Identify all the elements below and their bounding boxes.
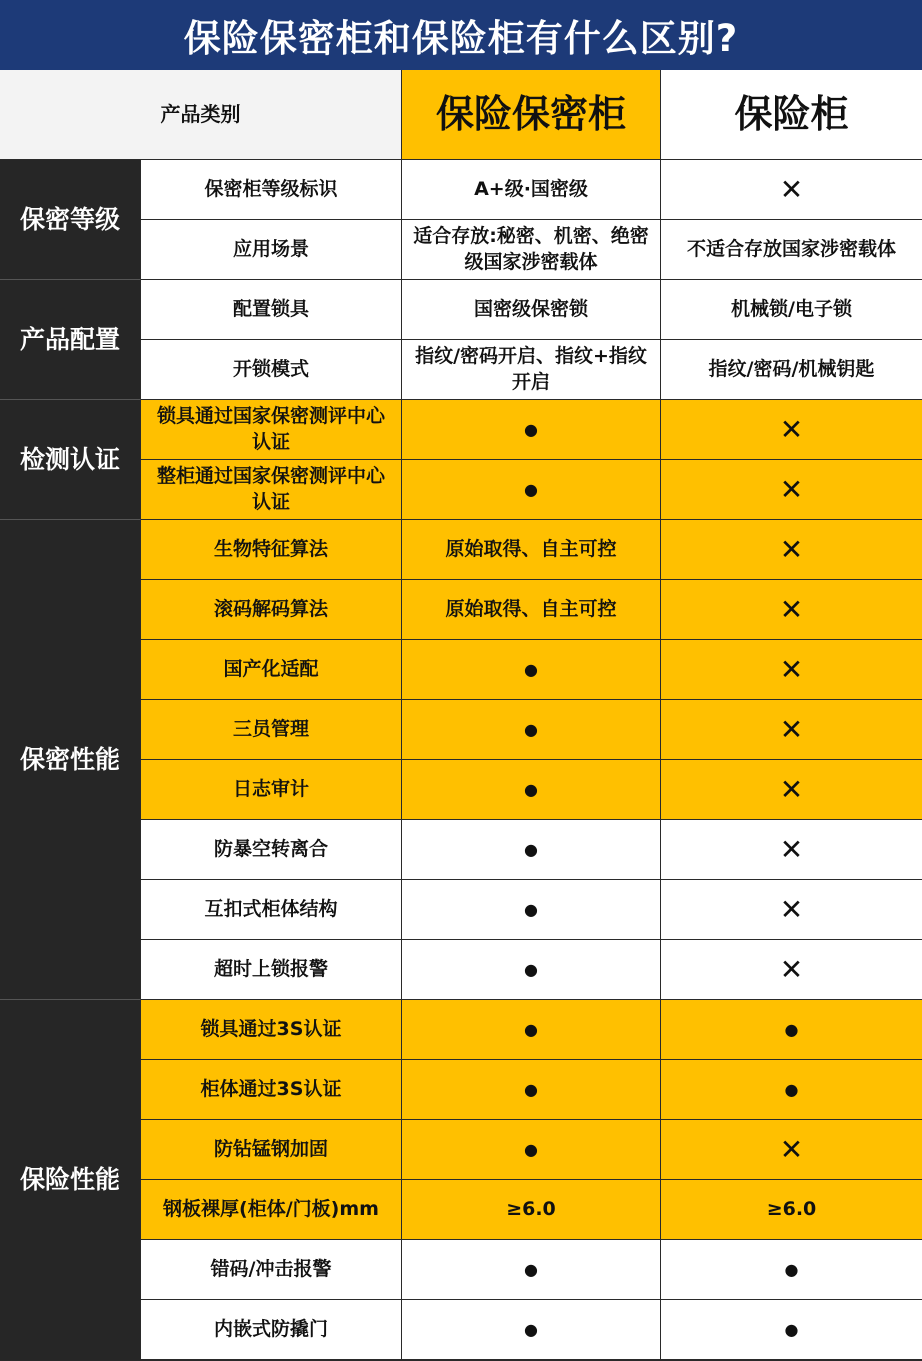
feature-label: 内嵌式防撬门 xyxy=(141,1300,402,1360)
category-safety-performance: 保险性能 xyxy=(0,1000,141,1360)
product-a-value: ● xyxy=(402,1240,661,1300)
product-a-value: ● xyxy=(402,400,661,460)
product-b-value: ✕ xyxy=(661,700,922,760)
product-b-value: ● xyxy=(661,1240,922,1300)
product-b-value: ✕ xyxy=(661,400,922,460)
product-b-value: ✕ xyxy=(661,160,922,220)
category-configuration: 产品配置 xyxy=(0,280,141,400)
category-secrecy-performance: 保密性能 xyxy=(0,520,141,1000)
feature-label: 防暴空转离合 xyxy=(141,820,402,880)
feature-label: 配置锁具 xyxy=(141,280,402,340)
product-a-value: 指纹/密码开启、指纹+指纹开启 xyxy=(402,340,661,400)
product-a-value: ● xyxy=(402,820,661,880)
product-a-value: A+级·国密级 xyxy=(402,160,661,220)
product-b-value: ✕ xyxy=(661,940,922,1000)
feature-label: 超时上锁报警 xyxy=(141,940,402,1000)
product-b-value: ✕ xyxy=(661,520,922,580)
header-category-label: 产品类别 xyxy=(0,70,402,160)
feature-label: 三员管理 xyxy=(141,700,402,760)
product-a-value: ● xyxy=(402,640,661,700)
feature-label: 应用场景 xyxy=(141,220,402,280)
product-b-value: ✕ xyxy=(661,1120,922,1180)
product-b-value: ✕ xyxy=(661,880,922,940)
product-a-value: ● xyxy=(402,1000,661,1060)
product-a-value: ● xyxy=(402,460,661,520)
product-b-value: ✕ xyxy=(661,760,922,820)
product-a-value: 原始取得、自主可控 xyxy=(402,520,661,580)
feature-label: 保密柜等级标识 xyxy=(141,160,402,220)
product-b-value: ✕ xyxy=(661,580,922,640)
product-a-value: ● xyxy=(402,940,661,1000)
feature-label: 柜体通过3S认证 xyxy=(141,1060,402,1120)
product-b-value: ✕ xyxy=(661,820,922,880)
feature-label: 防钻锰钢加固 xyxy=(141,1120,402,1180)
category-certification: 检测认证 xyxy=(0,400,141,520)
product-b-value: ✕ xyxy=(661,640,922,700)
product-a-value: ● xyxy=(402,1300,661,1360)
feature-label: 滚码解码算法 xyxy=(141,580,402,640)
feature-label: 整柜通过国家保密测评中心认证 xyxy=(141,460,402,520)
product-b-value: ≥6.0 xyxy=(661,1180,922,1240)
feature-label: 开锁模式 xyxy=(141,340,402,400)
feature-label: 锁具通过国家保密测评中心认证 xyxy=(141,400,402,460)
product-a-value: ≥6.0 xyxy=(402,1180,661,1240)
product-b-value: ● xyxy=(661,1000,922,1060)
header-product-b: 保险柜 xyxy=(661,70,922,160)
product-a-value: ● xyxy=(402,1120,661,1180)
category-secrecy-level: 保密等级 xyxy=(0,160,141,280)
product-a-value: ● xyxy=(402,700,661,760)
product-a-value: ● xyxy=(402,1060,661,1120)
product-a-value: 原始取得、自主可控 xyxy=(402,580,661,640)
feature-label: 锁具通过3S认证 xyxy=(141,1000,402,1060)
product-b-value: 机械锁/电子锁 xyxy=(661,280,922,340)
comparison-table xyxy=(0,70,922,1361)
product-b-value: 指纹/密码/机械钥匙 xyxy=(661,340,922,400)
feature-label: 互扣式柜体结构 xyxy=(141,880,402,940)
header-product-a: 保险保密柜 xyxy=(402,70,661,160)
product-b-value: 不适合存放国家涉密载体 xyxy=(661,220,922,280)
feature-label: 钢板裸厚(柜体/门板)mm xyxy=(141,1180,402,1240)
feature-label: 生物特征算法 xyxy=(141,520,402,580)
feature-label: 错码/冲击报警 xyxy=(141,1240,402,1300)
feature-label: 国产化适配 xyxy=(141,640,402,700)
page-title: 保险保密柜和保险柜有什么区别? xyxy=(0,0,922,70)
product-a-value: 适合存放:秘密、机密、绝密级国家涉密载体 xyxy=(402,220,661,280)
product-a-value: ● xyxy=(402,880,661,940)
product-b-value: ● xyxy=(661,1060,922,1120)
product-a-value: ● xyxy=(402,760,661,820)
product-b-value: ✕ xyxy=(661,460,922,520)
product-b-value: ● xyxy=(661,1300,922,1360)
feature-label: 日志审计 xyxy=(141,760,402,820)
product-a-value: 国密级保密锁 xyxy=(402,280,661,340)
